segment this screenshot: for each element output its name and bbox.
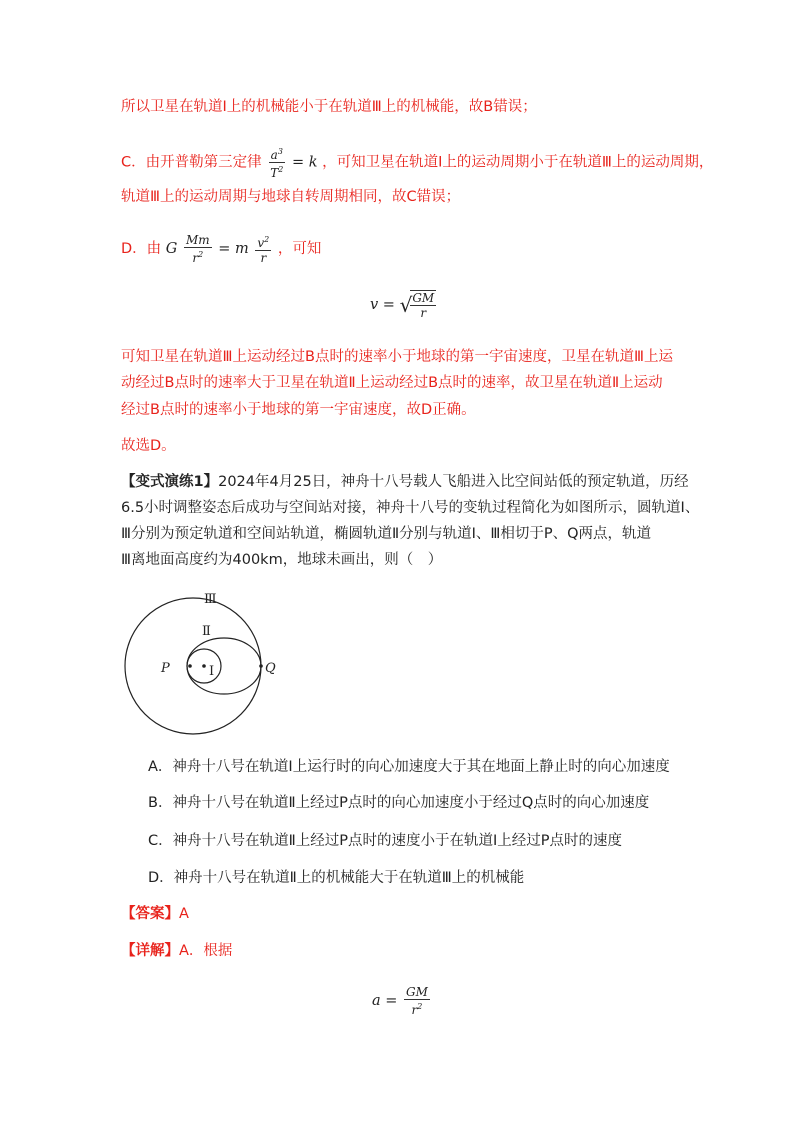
acceleration-formula: a = $\frac{GM}{r^2}$ — [372, 985, 428, 1017]
variant-line-4: Ⅲ离地面高度约为400km，地球未画出，则（ ） — [121, 552, 443, 568]
solution-choose: 故选D。 — [121, 438, 176, 454]
solution-line-d: D．由 G $\frac{Mm}{r^2}$ = m $\frac{v^2}{r}$ ，可知 — [121, 233, 322, 265]
option-a: A．神舟十八号在轨道Ⅰ上运行时的向心加速度大于其在地面上静止时的向心加速度 — [148, 759, 670, 775]
point-p-dot — [188, 664, 192, 668]
velocity-formula: v = √ $\frac{GM}{r}$ — [370, 291, 435, 320]
earth-center-dot — [202, 664, 206, 668]
solution-line-c: C．由开普勒第三定律 $\frac{a^3}{T^2}$ = k ，可知卫星在轨道Ⅰ上的运动周期小于在轨道Ⅲ上的运动周期， — [121, 147, 714, 180]
variant-line-1: 【变式演练1】2024年4月25日，神舟十八号载人飞船进入比空间站低的预定轨道，历经 — [121, 474, 689, 490]
variant-line-2: 6.5小时调整姿态后成功与空间站对接，神舟十八号的变轨过程简化为如图所示，圆轨道Ⅰ、 — [121, 500, 700, 516]
solution-line-b: 所以卫星在轨道Ⅰ上的机械能小于在轨道Ⅲ上的机械能，故B错误； — [121, 99, 537, 115]
option-c: C．神舟十八号在轨道Ⅱ上经过P点时的速度小于在轨道Ⅰ上经过P点时的速度 — [148, 833, 623, 849]
centripetal-fraction: $\frac{v^2}{r}$ — [257, 235, 270, 265]
label-ii: Ⅱ — [202, 624, 211, 639]
gravity-fraction: $\frac{Mm}{r^2}$ — [185, 233, 210, 265]
option-d: D．神舟十八号在轨道Ⅱ上的机械能大于在轨道Ⅲ上的机械能 — [148, 870, 525, 886]
solution-line-c2: 轨道Ⅲ上的运动周期与地球自转周期相同，故C错误； — [121, 189, 461, 205]
label-i: Ⅰ — [209, 664, 215, 679]
orbit-diagram — [118, 585, 288, 745]
variant-line-3: Ⅲ分别为预定轨道和空间站轨道，椭圆轨道Ⅱ分别与轨道Ⅰ、Ⅲ相切于P、Q两点，轨道 — [121, 526, 652, 542]
solution-para-2: 动经过B点时的速率大于卫星在轨道Ⅱ上运动经过B点时的速率，故卫星在轨道Ⅱ上运动 — [121, 375, 663, 391]
kepler-fraction: $\frac{a^3}{T^2}$ — [270, 147, 284, 180]
label-iii: Ⅲ — [204, 592, 217, 607]
detail-line: 【详解】A．根据 — [121, 943, 233, 959]
solution-para-1: 可知卫星在轨道Ⅲ上运动经过B点时的速率小于地球的第一宇宙速度，卫星在轨道Ⅲ上运 — [121, 349, 673, 365]
option-b: B．神舟十八号在轨道Ⅱ上经过P点时的向心加速度小于经过Q点时的向心加速度 — [148, 795, 650, 811]
orbit-ii-ellipse — [187, 638, 261, 694]
orbit-iii-circle — [125, 598, 261, 734]
label-p: P — [161, 661, 170, 676]
point-q-dot — [259, 664, 263, 668]
solution-para-3: 经过B点时的速率小于地球的第一宇宙速度，故D正确。 — [121, 402, 476, 418]
label-q: Q — [265, 661, 276, 676]
answer-line: 【答案】A — [121, 906, 189, 922]
